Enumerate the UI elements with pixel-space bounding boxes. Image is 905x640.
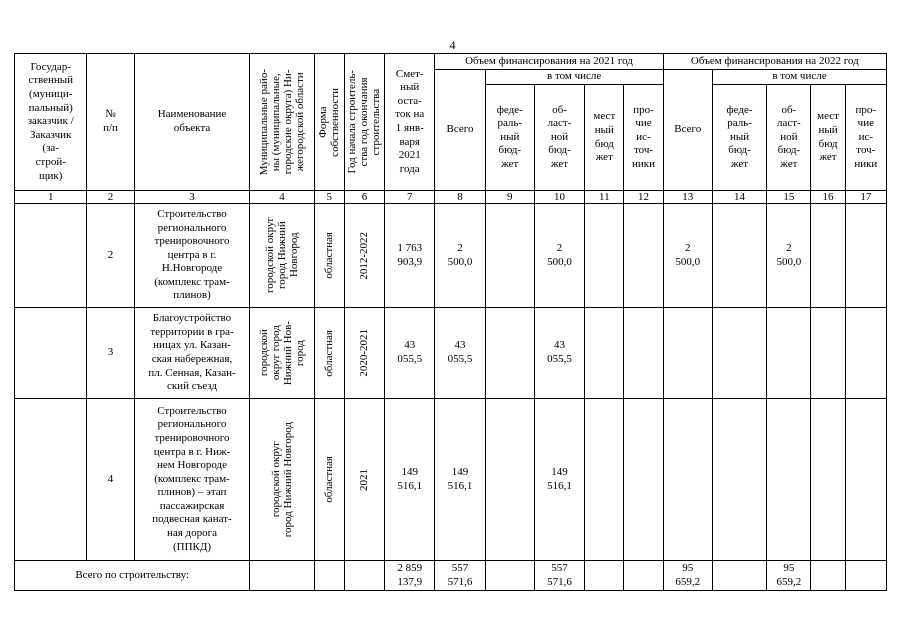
total-2022-cell (663, 308, 712, 399)
column-number: 12 (624, 191, 663, 204)
years-cell: 2012-2022 (344, 204, 384, 308)
header-local-2021: мест ный бюд жет (585, 85, 624, 191)
totals-row (15, 561, 887, 591)
totals-regional-2021: 557 571,6 (534, 561, 584, 591)
federal-2022-cell (712, 204, 766, 308)
column-number: 16 (811, 191, 845, 204)
estimate-cell: 43 055,5 (385, 308, 435, 399)
empty-cell (712, 561, 766, 591)
header-ownership: Форма собственности (314, 54, 344, 191)
column-number: 6 (344, 191, 384, 204)
total-2021-cell: 2 500,0 (435, 204, 485, 308)
totals-estimate: 2 859 137,9 (385, 561, 435, 591)
empty-cell (250, 561, 314, 591)
local-2021-cell (585, 308, 624, 399)
table-row (15, 204, 887, 308)
other-2022-cell (845, 399, 886, 561)
total-2022-cell: 2 500,0 (663, 204, 712, 308)
ownership-cell: областная (314, 308, 344, 399)
totals-regional-2022: 95 659,2 (767, 561, 811, 591)
empty-cell (845, 561, 886, 591)
header-customer: Государ- ственный (муници- пальный) заказчик / Заказчик (за- строй- щик) (15, 54, 87, 191)
header-years: Год начала строитель- ства год окончания строительства (344, 54, 384, 191)
totals-total-2022: 95 659,2 (663, 561, 712, 591)
other-2021-cell (624, 204, 663, 308)
header-total-2022: Всего (663, 70, 712, 191)
empty-cell (314, 561, 344, 591)
total-2022-cell (663, 399, 712, 561)
empty-cell (811, 561, 845, 591)
header-object-name: Наименование объекта (134, 54, 250, 191)
empty-cell (485, 561, 534, 591)
column-number: 3 (134, 191, 250, 204)
municipality-cell: городской округ город Нижний Нов- город (250, 308, 314, 399)
row-number: 4 (87, 399, 134, 561)
other-2021-cell (624, 308, 663, 399)
column-number: 5 (314, 191, 344, 204)
header-municipality: Муниципальные райо- ны (муниципальные, городские округа) Ни- жегородской области (250, 54, 314, 191)
local-2022-cell (811, 399, 845, 561)
header-including-2021: в том числе (485, 70, 663, 85)
object-name: Благоустройство территории в гра- ницах ул. Казан- ская набережная, пл. Сенная, Казан- ский съезд (134, 308, 250, 399)
local-2021-cell (585, 399, 624, 561)
header-estimate: Смет- ный оста- ток на 1 янв- варя 2021 года (385, 54, 435, 191)
local-2022-cell (811, 204, 845, 308)
other-2022-cell (845, 308, 886, 399)
column-number: 1 (15, 191, 87, 204)
municipality-cell: городской округ город Нижний Новгород (250, 204, 314, 308)
local-2021-cell (585, 204, 624, 308)
column-number: 11 (585, 191, 624, 204)
federal-2021-cell (485, 399, 534, 561)
column-number: 14 (712, 191, 766, 204)
header-federal-2021: феде- раль- ный бюд- жет (485, 85, 534, 191)
other-2021-cell (624, 399, 663, 561)
header-federal-2022: феде- раль- ный бюд- жет (712, 85, 766, 191)
estimate-cell: 1 763 903,9 (385, 204, 435, 308)
header-other-2021: про- чие ис- точ- ники (624, 85, 663, 191)
column-number: 17 (845, 191, 886, 204)
customer-cell (15, 204, 87, 308)
column-number: 4 (250, 191, 314, 204)
ownership-cell: областная (314, 204, 344, 308)
ownership-cell: областная (314, 399, 344, 561)
regional-2021-cell: 43 055,5 (534, 308, 584, 399)
column-number: 15 (767, 191, 811, 204)
column-number: 9 (485, 191, 534, 204)
header-row-1 (15, 54, 887, 70)
municipality-cell: городской округ город Нижний Новгород (250, 399, 314, 561)
empty-cell (624, 561, 663, 591)
local-2022-cell (811, 308, 845, 399)
page-number: 4 (449, 38, 456, 52)
header-num: № п/п (87, 54, 134, 191)
other-2022-cell (845, 204, 886, 308)
regional-2022-cell: 2 500,0 (767, 204, 811, 308)
header-regional-2021: об- ласт- ной бюд- жет (534, 85, 584, 191)
federal-2021-cell (485, 308, 534, 399)
header-fin-2021: Объем финансирования на 2021 год (435, 54, 663, 70)
row-number: 3 (87, 308, 134, 399)
column-number: 10 (534, 191, 584, 204)
regional-2022-cell (767, 308, 811, 399)
totals-total-2021: 557 571,6 (435, 561, 485, 591)
estimate-cell: 149 516,1 (385, 399, 435, 561)
total-2021-cell: 149 516,1 (435, 399, 485, 561)
table-row (15, 308, 887, 399)
column-number: 2 (87, 191, 134, 204)
empty-cell (585, 561, 624, 591)
header-local-2022: мест ный бюд жет (811, 85, 845, 191)
header-regional-2022: об- ласт- ной бюд- жет (767, 85, 811, 191)
federal-2022-cell (712, 399, 766, 561)
customer-cell (15, 308, 87, 399)
financing-table (14, 53, 887, 591)
header-fin-2022: Объем финансирования на 2022 год (663, 54, 886, 70)
regional-2022-cell (767, 399, 811, 561)
totals-label: Всего по строительству: (15, 561, 250, 591)
regional-2021-cell: 149 516,1 (534, 399, 584, 561)
years-cell: 2020-2021 (344, 308, 384, 399)
row-number: 2 (87, 204, 134, 308)
column-number: 8 (435, 191, 485, 204)
table-row (15, 399, 887, 561)
header-including-2022: в том числе (712, 70, 886, 85)
years-cell: 2021 (344, 399, 384, 561)
header-other-2022: про- чие ис- точ- ники (845, 85, 886, 191)
total-2021-cell: 43 055,5 (435, 308, 485, 399)
federal-2021-cell (485, 204, 534, 308)
federal-2022-cell (712, 308, 766, 399)
header-total-2021: Всего (435, 70, 485, 191)
regional-2021-cell: 2 500,0 (534, 204, 584, 308)
object-name: Строительство регионального тренировочного центра в г. Н.Новгороде (комплекс трам- плинов) (134, 204, 250, 308)
object-name: Строительство регионального тренировочного центра в г. Ниж- нем Новгороде (комплекс трам- плинов) – этап пассажирская подвесная канат- ная дорога (ППКД) (134, 399, 250, 561)
empty-cell (344, 561, 384, 591)
column-number: 7 (385, 191, 435, 204)
customer-cell (15, 399, 87, 561)
column-number-row (15, 191, 887, 204)
column-number: 13 (663, 191, 712, 204)
